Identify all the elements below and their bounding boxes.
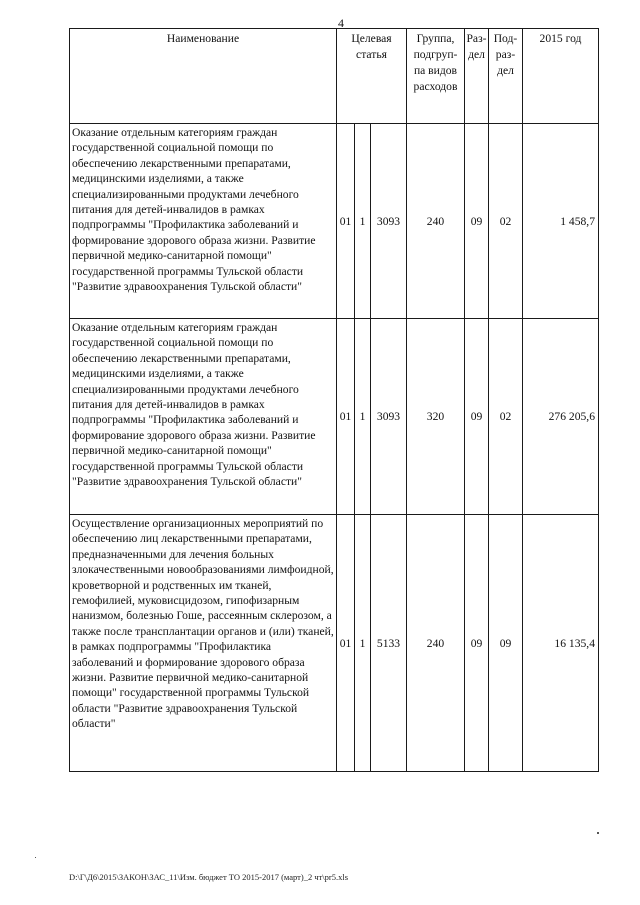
table-header-row (70, 29, 599, 124)
row-section: 09 (465, 319, 489, 515)
table-row (70, 515, 599, 772)
row-program-code: 01 (337, 515, 355, 772)
row-subprogram-code: 1 (355, 319, 371, 515)
row-expense-group: 240 (407, 124, 465, 319)
header-amount-2015 (523, 29, 599, 124)
row-section: 09 (465, 124, 489, 319)
header-section-line-2: дел (468, 48, 485, 61)
row-section: 09 (465, 515, 489, 772)
header-section-line-1: Раз- (466, 32, 487, 45)
budget-table (69, 28, 599, 772)
header-subsection-line-1: Под- (493, 32, 518, 45)
header-group-line-3: па видов (413, 64, 458, 77)
header-target-line-1: Целевая (351, 32, 392, 45)
row-subprogram-code: 1 (355, 124, 371, 319)
header-group-line-1: Группа, (416, 32, 455, 45)
header-section (465, 29, 489, 124)
page-number: 4 (338, 16, 344, 30)
row-name: Осуществление организационных мероприятий по обеспечению лиц лекарственными препаратами, предназначенными для лечения больных злокачественными новообразованиями лимфоидной, кроветворной и родственных им тканей, гемофилией, муковисцидозом, гипофизарным нанизмом, болезнью Гоше, рассеянным склерозом, а также после трансплантации органов и (или) тканей, в рамках подпрограммы "Профилактика заболеваний и формирование здорового образа жизни. Развитие первичной медико-санитарной помощи" государственной программы Тульской области "Развитие здравоохранения Тульской области" (70, 515, 337, 772)
table-row (70, 319, 599, 515)
row-subsection: 02 (489, 319, 523, 515)
header-name-label: Наименование (166, 32, 240, 45)
header-target-line-2: статья (356, 48, 387, 61)
header-expense-group (407, 29, 465, 124)
row-expense-group: 240 (407, 515, 465, 772)
row-subsection: 09 (489, 515, 523, 772)
row-direction-code: 3093 (371, 124, 407, 319)
row-name: Оказание отдельным категориям граждан государственной социальной помощи по обеспечению лекарственными препаратами, медицинскими изделиями, а также специализированными продуктами лечебного питания для детей-инвалидов в рамках подпрограммы "Профилактика заболеваний и формирование здорового образа жизни. Развитие первичной медико-санитарной помощи" государственной программы Тульской области "Развитие здравоохранения Тульской области" (70, 124, 337, 319)
row-subsection: 02 (489, 124, 523, 319)
header-subsection-line-2: раз- (495, 48, 516, 61)
header-target-article (337, 29, 407, 124)
row-program-code: 01 (337, 319, 355, 515)
table-row (70, 124, 599, 319)
row-name: Оказание отдельным категориям граждан государственной социальной помощи по обеспечению лекарственными препаратами, медицинскими изделиями, а также специализированными продуктами лечебного питания для детей-инвалидов в рамках подпрограммы "Профилактика заболеваний и формирование здорового образа жизни. Развитие первичной медико-санитарной помощи" государственной программы Тульской области "Развитие здравоохранения Тульской области" (70, 319, 337, 515)
footer-file-path: D:\Г\Д6\2015\ЗАКОН\ЗАС_11\Изм. бюджет ТО 2015-2017 (март)_2 чт\pr5.xls (69, 872, 349, 882)
header-group-line-2: подгруп- (413, 48, 458, 61)
row-subprogram-code: 1 (355, 515, 371, 772)
header-subsection-line-3: дел (497, 64, 514, 77)
header-amount-label: 2015 год (539, 32, 582, 45)
row-program-code: 01 (337, 124, 355, 319)
header-group-line-4: расходов (413, 80, 458, 93)
header-name (70, 29, 337, 124)
row-direction-code: 3093 (371, 319, 407, 515)
header-subsection (489, 29, 523, 124)
scan-speck (597, 832, 599, 834)
row-amount: 1 458,7 (523, 124, 599, 319)
row-expense-group: 320 (407, 319, 465, 515)
row-amount: 276 205,6 (523, 319, 599, 515)
row-direction-code: 5133 (371, 515, 407, 772)
scan-speck (35, 857, 36, 858)
row-amount: 16 135,4 (523, 515, 599, 772)
